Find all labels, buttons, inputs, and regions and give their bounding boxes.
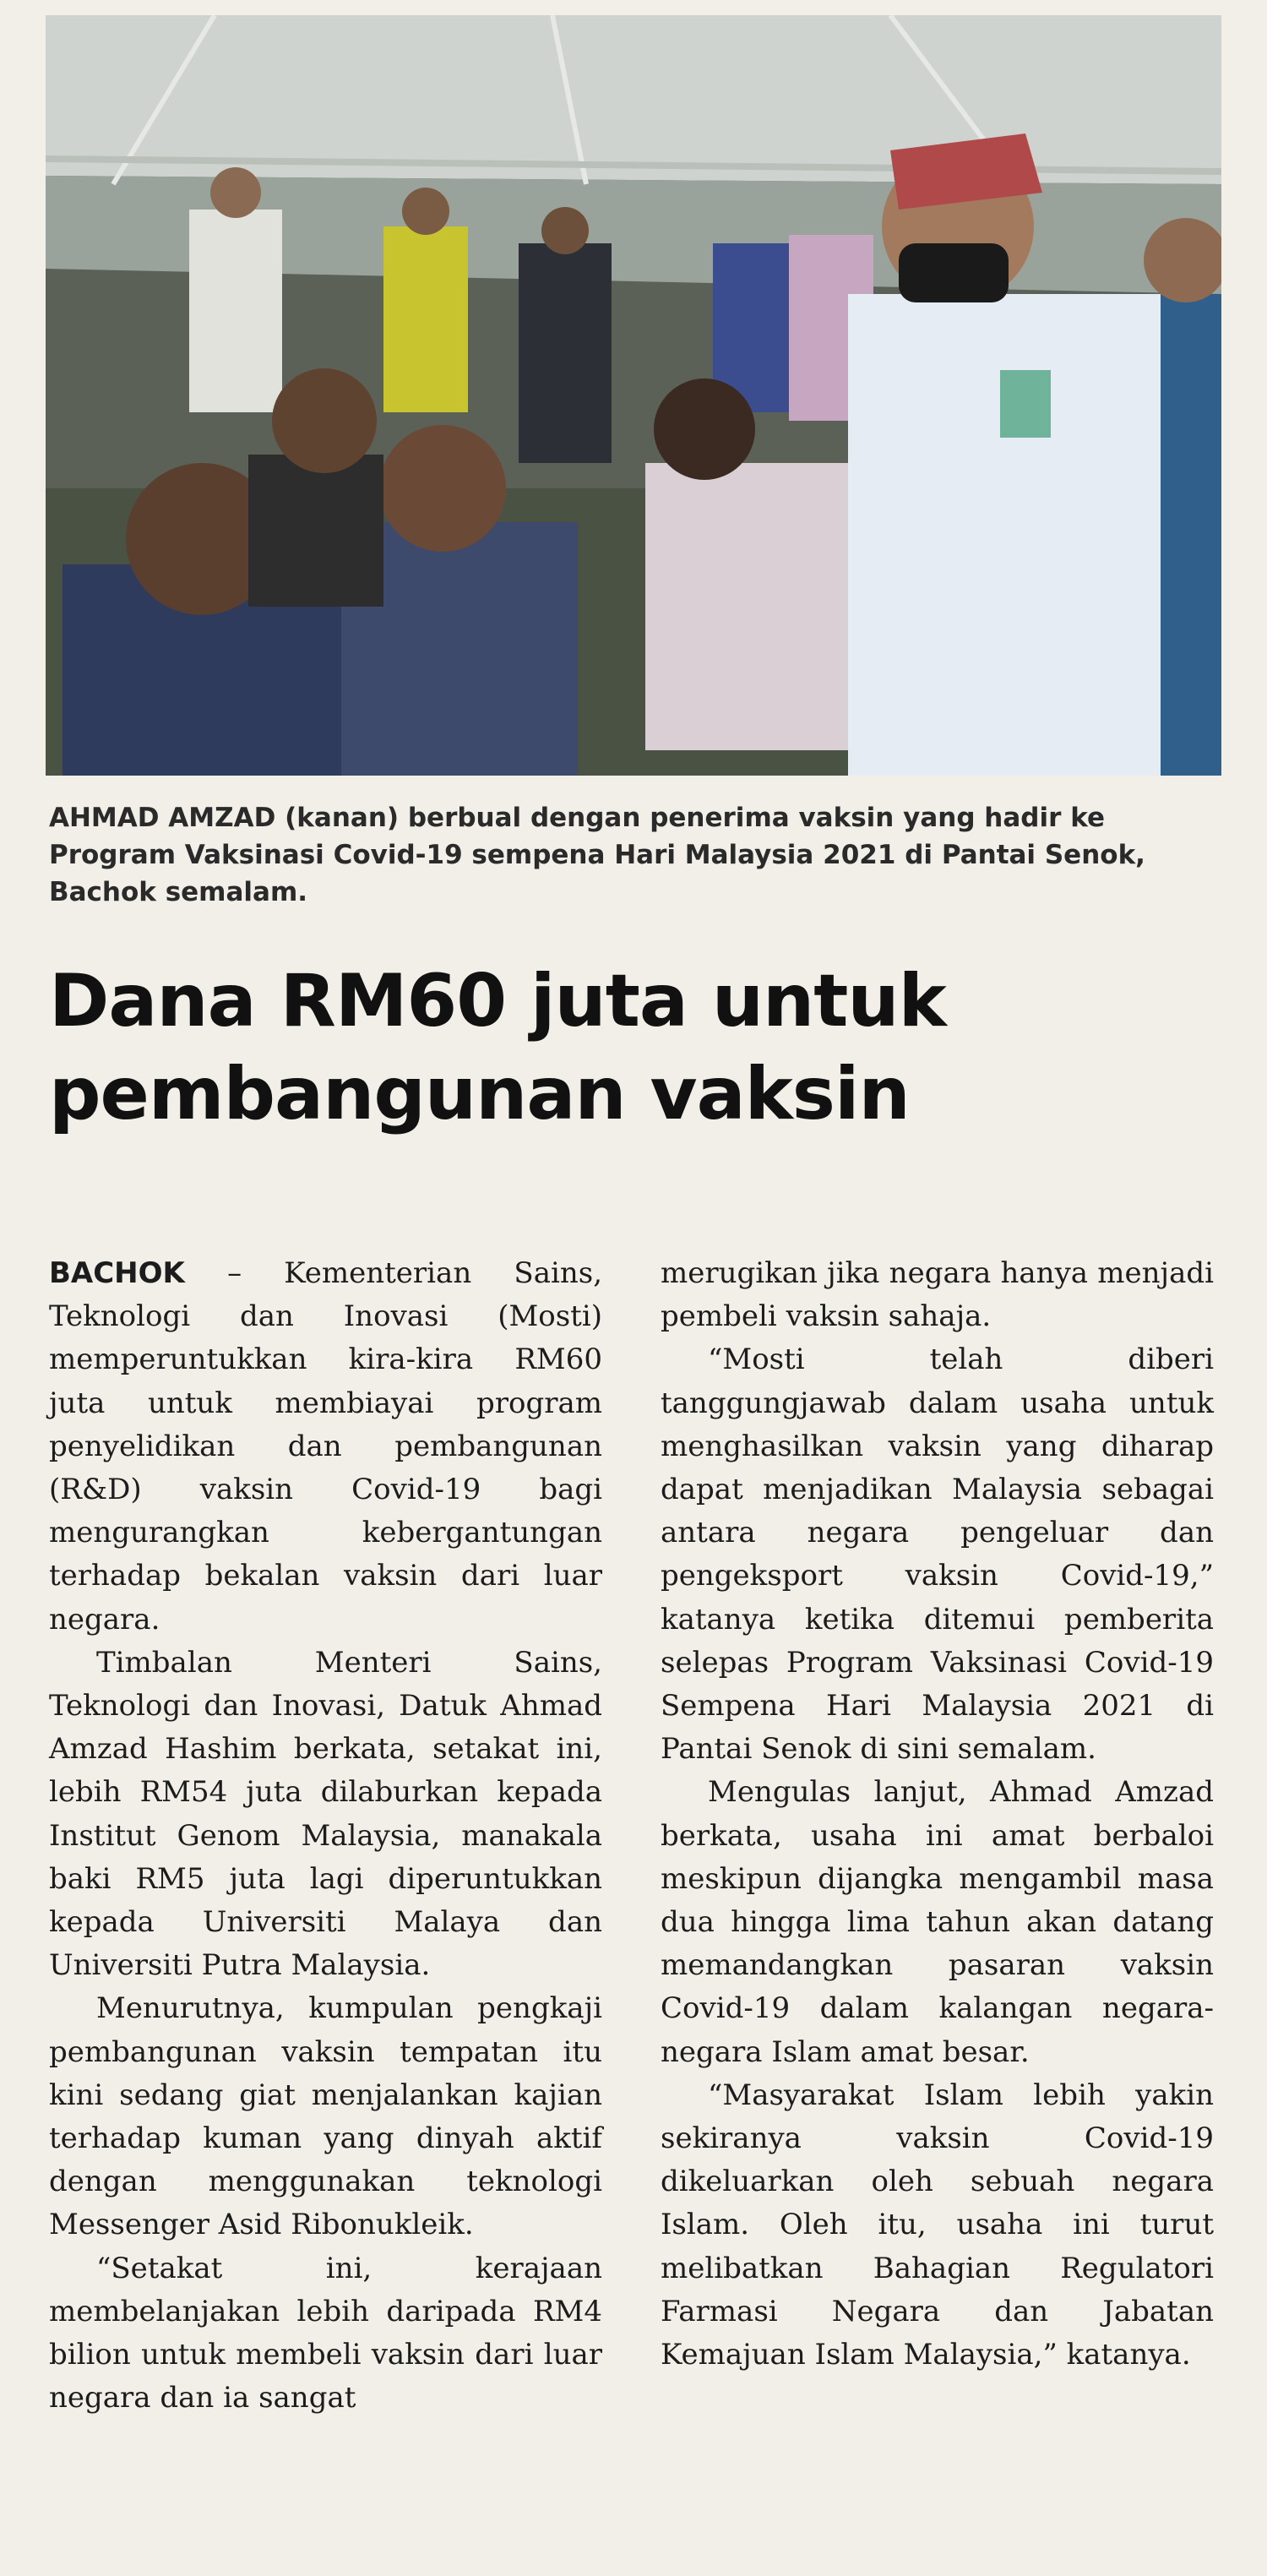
article-paragraph: “Mosti telah diberi tanggungjawab dalam usaha untuk menghasilkan vaksin yang diharap dapat menjadikan Malaysia sebagai antara negara pengeluar dan pengeksport vaksin Covid-19,” katanya ketika ditemui pemberita selepas Program Vaksinasi Covid-19 Sempena Hari Malaysia 2021 di Pantai Senok di sini semalam. — [661, 1342, 1214, 1767]
article-paragraph: “Setakat ini, kerajaan membelanjakan lebih daripada RM4 bilion untuk membeli vaksin dari luar negara dan ia sangat — [49, 2251, 602, 2415]
article-paragraph: Menurutnya, kumpulan pengkaji pembangunan vaksin tempatan itu kini sedang giat menjalankan kajian terhadap kuman yang dinyah aktif dengan menggunakan teknologi Messenger Asid Ribonukleik. — [49, 1991, 602, 2242]
article-column-left — [49, 1252, 602, 2420]
article-paragraph: Mengulas lanjut, Ahmad Amzad berkata, usaha ini amat berbaloi meskipun dijangka mengambil masa dua hingga lima tahun akan datang memandangkan pasaran vaksin Covid-19 dalam kalangan negara-negara Islam amat besar. — [661, 1775, 1214, 2069]
article-paragraph: “Masyarakat Islam lebih yakin sekiranya vaksin Covid-19 dikeluarkan oleh sebuah negara Islam. Oleh itu, usaha ini turut melibatkan Bahagian Regulatori Farmasi Negara dan Jabatan Kemajuan Islam Malaysia,” katanya. — [661, 2078, 1214, 2372]
dateline-dash: – — [184, 1256, 285, 1290]
photo-caption: AHMAD AMZAD (kanan) berbual dengan penerima vaksin yang hadir ke Program Vaksinasi Covid-19 sempena Hari Malaysia 2021 di Pantai Senok, Bachok semalam. — [49, 803, 1145, 907]
photo-icon — [46, 15, 1221, 776]
article-column-right — [661, 1252, 1214, 2377]
headline-line-2: pembangunan vaksin — [49, 1052, 910, 1136]
article-paragraph: merugikan jika negara hanya menjadi pembeli vaksin sahaja. — [661, 1256, 1214, 1334]
article-text: Kementerian Sains, Teknologi dan Inovasi (Mosti) memperuntukkan kira-kira RM60 juta untuk membiayai program penyelidikan dan pembangunan (R&D) vaksin Covid-19 bagi mengurangkan kebergantungan terhadap bekalan vaksin dari luar negara. — [49, 1256, 603, 1637]
dateline: BACHOK — [49, 1256, 185, 1290]
article-paragraph: Timbalan Menteri Sains, Teknologi dan Inovasi, Datuk Ahmad Amzad Hashim berkata, setakat ini, lebih RM54 juta dilaburkan kepada Institut Genom Malaysia, manakala baki RM5 juta lagi diperuntukkan kepada Universiti Malaya dan Universiti Putra Malaysia. — [49, 1645, 602, 1983]
headline-line-1: Dana RM60 juta untuk — [49, 959, 946, 1043]
news-photo — [46, 15, 1221, 776]
article-paragraph — [49, 1252, 602, 1642]
headline — [49, 955, 1225, 1141]
